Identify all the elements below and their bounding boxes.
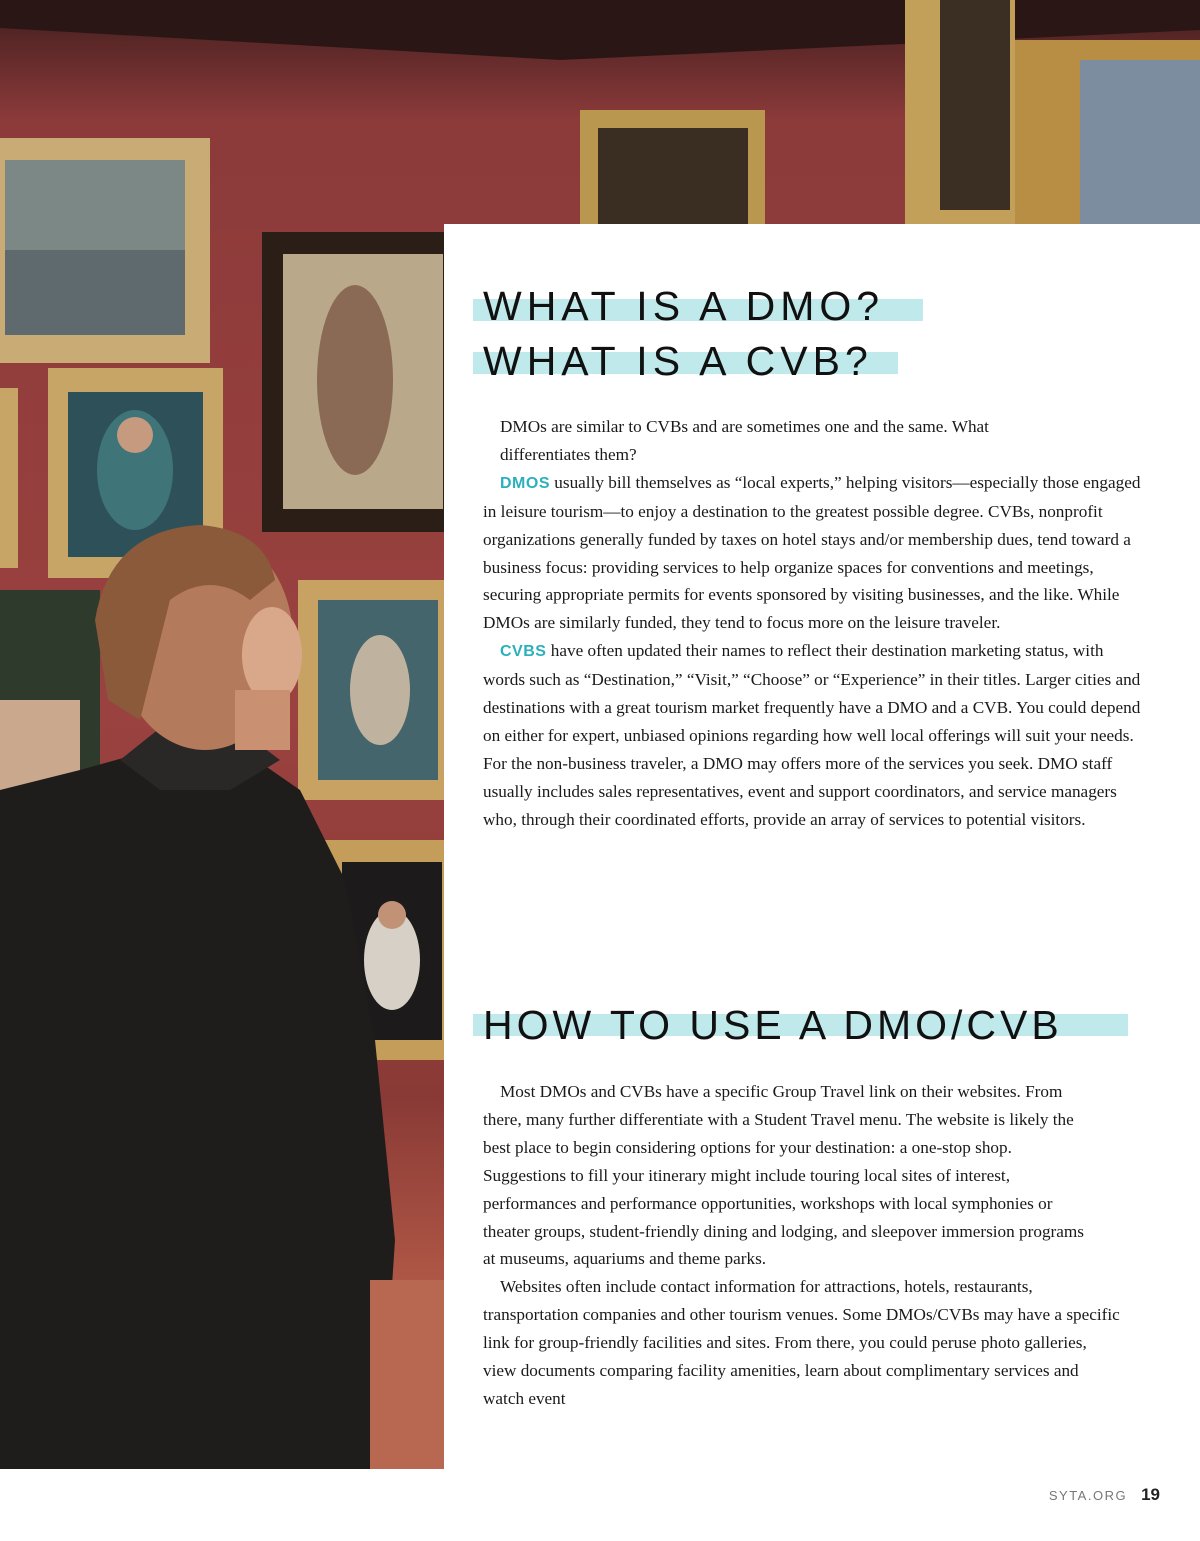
heading-what-is-cvb: WHAT IS A CVB? — [483, 338, 873, 384]
heading-what-is-dmo: WHAT IS A DMO? — [483, 283, 884, 329]
painting-frame — [0, 138, 210, 363]
section2-paragraph-2: Websites often include contact information for attractions, hotels, restaurants, transportation companies and other tourism venues. Some DMOs/CVBs may have a specific link for group-friendly facilities and sites. From there, you could peruse photo galleries, view documents comparing facility amenities, learn about complimentary services and watch event — [483, 1277, 1120, 1408]
section1-intro: DMOs are similar to CVBs and are sometimes one and the same. What differentiates them? — [500, 417, 989, 464]
section1-body — [483, 413, 1143, 834]
heading-how-to-use: HOW TO USE A DMO/CVB — [483, 1000, 1063, 1050]
section1-cvbs-paragraph: CVBS have often updated their names to reflect their destination marketing status, with words such as “Destination,” “Visit,” “Choose” or “Experience” in their titles. Larger cities and destinations with a great tourism market frequently have a DMO and a CVB. You could depend on either for expert, unbiased opinions regarding how well local offerings will suit your needs. For the non-business traveler, a DMO may offers more of the services you seek. DMO staff usually includes sales representatives, event and support coordinators, and service managers who, through their coordinated efforts, provide an array of services to potential visitors. — [483, 641, 1141, 829]
page-footer — [1049, 1485, 1160, 1505]
section2-paragraph-1: Most DMOs and CVBs have a specific Group Travel link on their websites. From there, many further differentiate with a Student Travel menu. The website is likely the best place to begin considering options for your destination: a one-stop shop. Suggestions to fill your itinerary might include touring local sites of interest, performances and performance opportunities, workshops with local symphonies or theater groups, student-friendly dining and lodging, and sleepover immersion programs at museums, aquariums and theme parks. — [483, 1082, 1084, 1269]
cvbs-keyword: CVBS — [500, 643, 547, 661]
section1-dmos-paragraph: DMOS usually bill themselves as “local experts,” helping visitors—especially those engaged in leisure tourism—to enjoy a destination to the greatest possible degree. CVBs, nonprofit organizations generally funded by taxes on hotel stays and/or membership dues, tend toward a business focus: providing services to help organize spaces for conventions and meetings, securing appropriate permits for events sponsored by visiting businesses, and the like. While DMOs are similarly funded, they tend to focus more on the leisure traveler. — [483, 472, 1141, 633]
page-number: 19 — [1141, 1485, 1160, 1504]
dmos-keyword: DMOS — [500, 474, 550, 492]
footer-site: SYTA.ORG — [1048, 1488, 1128, 1503]
section2-body — [483, 1078, 1143, 1413]
